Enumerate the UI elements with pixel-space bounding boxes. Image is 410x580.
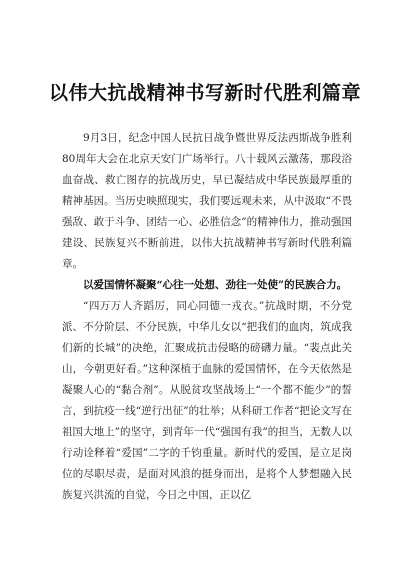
section-heading: 以爱国情怀凝聚“心往一处想、劲往一处使”的民族合力。 bbox=[83, 279, 348, 291]
article-title: 以伟大抗战精神书写新时代胜利篇章 bbox=[48, 82, 361, 104]
article-body bbox=[62, 128, 352, 506]
intro-paragraph: 9月3日，纪念中国人民抗日战争暨世界反法西斯战争胜利80周年大会在北京天安门广场举行。八十载风云激荡，那段浴血奋战、救亡图存的抗战历史，早已凝结成中华民族最厚重的精神基因。当历史映照现实，我们要远观未来，从中汲取“不畏强敌、敢于斗争、团结一心、必胜信念”的精神伟力，推动强国建设、民族复兴不断前进，以伟大抗战精神书写新时代胜利篇章。 bbox=[62, 132, 352, 270]
section-paragraph: “四万万人齐蹈厉，同心同德一戎衣。”抗战时期，不分党派、不分阶层、不分民族，中华儿女以“把我们的血肉，筑成我们新的长城”的决绝，汇聚成抗击侵略的磅礴力量。“裴点此关山，今朝更好看。”这种深植于血脉的爱国情怀，在今天依然是凝聚人心的“黏合剂”。从脱贫攻坚战场上“一个都不能少”的誓言，到抗疫一线“逆行出征”的壮举；从科研工作者“把论文写在祖国大地上”的坚守，到青年一代“强国有我”的担当，无数人以行动诠释着“爱国”二字的千钧重量。新时代的爱国，是立足岗位的尽职尽责，是面对风浪的挺身而出，是将个人梦想融入民族复兴洪流的自觉，今日之中国，正以亿 bbox=[62, 300, 352, 501]
